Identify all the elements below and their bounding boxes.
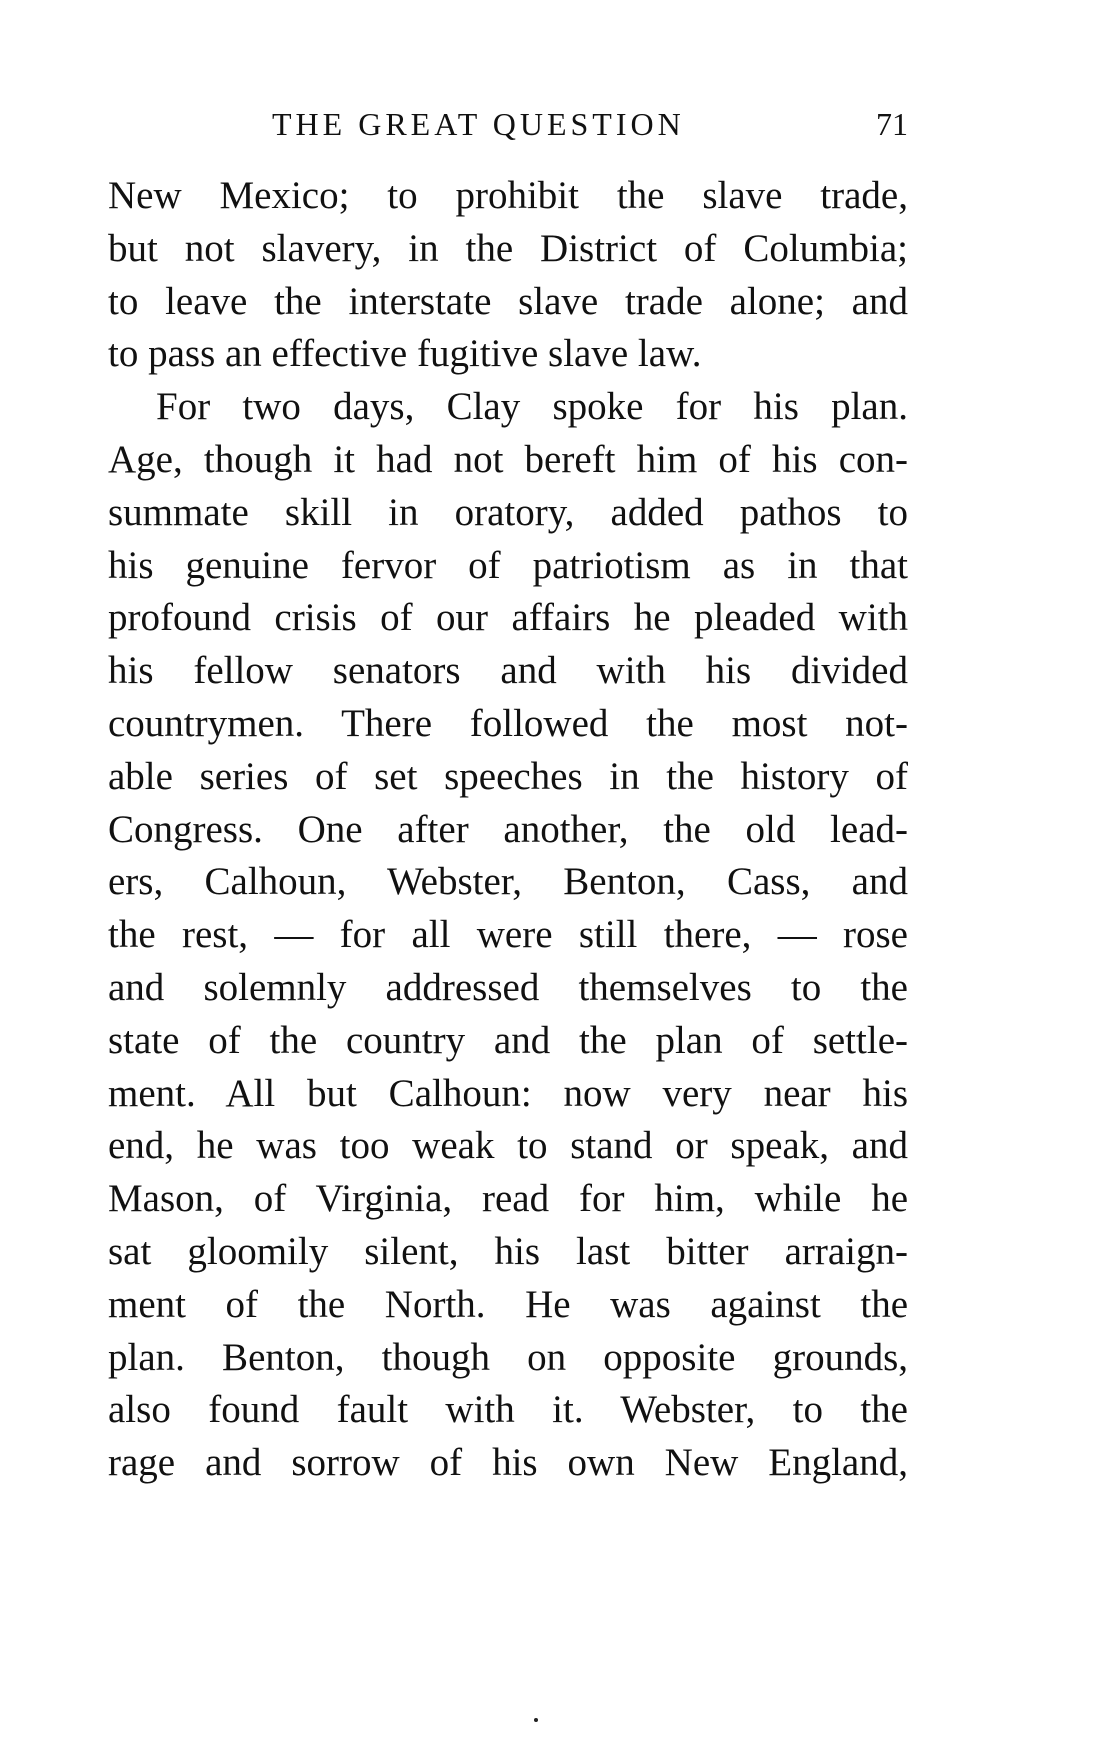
text-line: and solemnly addressed themselves to the (108, 965, 908, 1009)
running-title: THE GREAT QUESTION (272, 106, 685, 142)
running-head (108, 100, 908, 160)
text-line: New Mexico; to prohibit the slave trade, (108, 174, 908, 217)
text-line: sat gloomily silent, his last bitter arraign- (108, 1229, 908, 1273)
text-line: rage and sorrow of his own New England, (108, 1441, 908, 1485)
text-line: ers, Calhoun, Webster, Benton, Cass, and (108, 860, 908, 904)
text-line: summate skill in oratory, added pathos to (108, 490, 908, 534)
text-line: but not slavery, in the District of Columbia; (108, 226, 908, 270)
text-line: Mason, of Virginia, read for him, while he (108, 1177, 908, 1221)
text-line: countrymen. There followed the most not- (108, 701, 908, 745)
text-line: plan. Benton, though on opposite grounds, (108, 1335, 908, 1379)
text-line: the rest, — for all were still there, — rose (108, 913, 908, 957)
text-line: his genuine fervor of patriotism as in that (108, 543, 908, 587)
page-number: 71 (876, 106, 908, 142)
text-line: his fellow senators and with his divided (108, 649, 908, 693)
text-line: also found fault with it. Webster, to the (108, 1388, 908, 1432)
text-line: ment. All but Calhoun: now very near his (108, 1071, 908, 1115)
text-line: end, he was too weak to stand or speak, and (108, 1124, 908, 1168)
text-line: state of the country and the plan of settle- (108, 1018, 908, 1062)
body-text (108, 170, 908, 1490)
text-line: to leave the interstate slave trade alone; and (108, 279, 908, 323)
paragraph-start-line: For two days, Clay spoke for his plan. (156, 385, 908, 429)
text-line: Age, though it had not bereft him of his con- (108, 437, 908, 481)
stray-ink-mark (534, 1718, 538, 1722)
text-line: ment of the North. He was against the (108, 1282, 908, 1326)
text-line: Congress. One after another, the old lead- (108, 807, 908, 851)
text-line: to pass an effective fugitive slave law. (108, 332, 702, 376)
text-line: able series of set speeches in the history of (108, 754, 908, 798)
text-line: profound crisis of our affairs he pleaded with (108, 596, 908, 640)
